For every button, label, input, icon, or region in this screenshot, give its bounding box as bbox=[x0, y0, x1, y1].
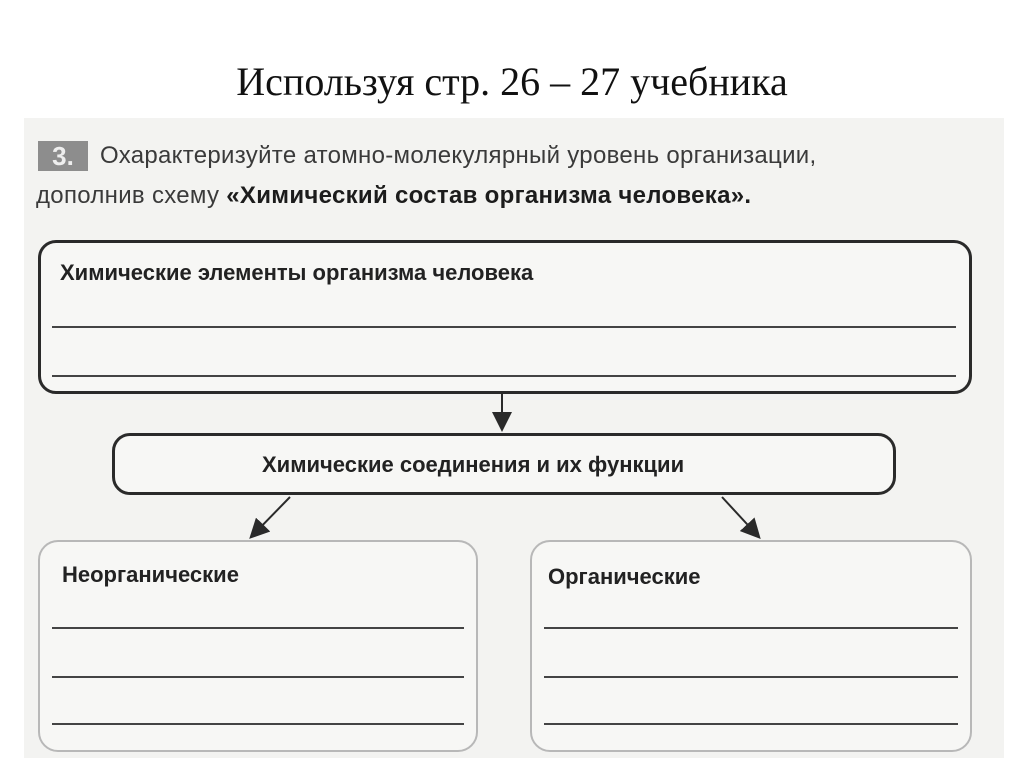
slide-title: Используя стр. 26 – 27 учебника bbox=[236, 59, 788, 104]
inorganic-label: Неорганические bbox=[62, 562, 239, 587]
arrow-down-left-icon bbox=[252, 497, 290, 536]
elements-label: Химические элементы организма человека bbox=[60, 260, 534, 285]
scheme-name: «Химический состав организма человека». bbox=[226, 182, 752, 209]
task-text-line-1: Охарактеризуйте атомно-молекулярный уровень организации, bbox=[100, 142, 817, 169]
task-number-badge: 3. bbox=[38, 141, 88, 171]
organic-label: Органические bbox=[548, 564, 701, 589]
arrow-down-right-icon bbox=[722, 497, 758, 536]
compounds-label: Химические соединения и их функции bbox=[262, 452, 685, 477]
task-text-prefix: дополнив схему bbox=[36, 182, 227, 209]
